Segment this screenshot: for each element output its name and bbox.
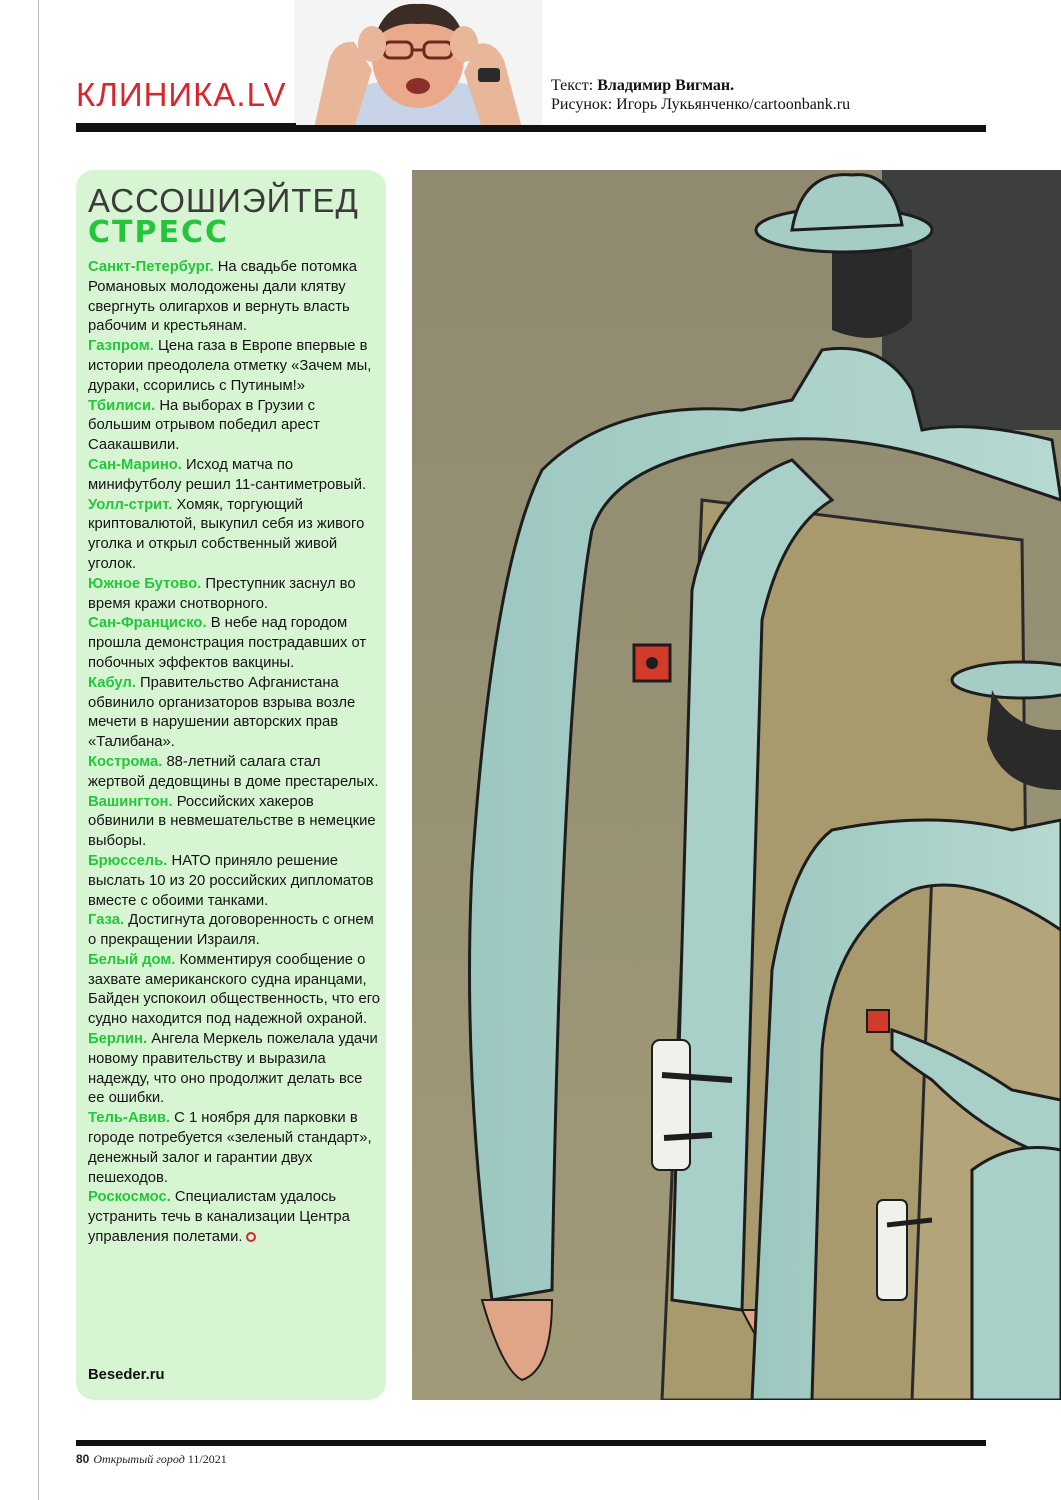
news-item-place: Белый дом. xyxy=(88,951,176,968)
author-portrait xyxy=(294,0,542,128)
news-item-text: Хомяк, торгующий криптовалютой, выкупил себя из живого уголка и открыл собственный живой уголок. xyxy=(88,496,365,572)
news-item-place: Кабул. xyxy=(88,674,136,691)
magazine-name: Открытый город xyxy=(93,1452,185,1466)
news-item-text: НАТО приняло решение выслать 10 из 20 российских дипломатов вместе с обоими танками. xyxy=(88,852,374,909)
news-item-place: Газа. xyxy=(88,912,125,929)
text-credit-author: Владимир Вигман. xyxy=(597,77,735,94)
news-item xyxy=(88,258,380,337)
page-number: 80 xyxy=(76,1452,90,1466)
news-item-text: 88-летний салага стал жертвой дедовщины в доме престарелых. xyxy=(88,753,379,790)
text-credit-label: Текст: xyxy=(551,77,598,94)
news-item xyxy=(88,1188,380,1247)
news-item xyxy=(88,1109,380,1188)
news-item xyxy=(88,1030,380,1109)
news-item-place: Уолл-стрит. xyxy=(88,496,173,513)
news-item xyxy=(88,337,380,396)
page-footer xyxy=(76,1452,227,1467)
news-item-text: Достигнута договоренность с огнем о прекращении Израиля. xyxy=(88,912,374,949)
drawing-credit xyxy=(551,95,850,114)
news-item-text: На выборах в Грузии с большим отрывом победил арест Саакашвили. xyxy=(88,397,320,454)
text-credit xyxy=(551,76,850,95)
news-item-place: Роскосмос. xyxy=(88,1189,171,1206)
news-item xyxy=(88,793,380,852)
news-item xyxy=(88,911,380,951)
news-item xyxy=(88,456,380,496)
drawing-credit-author: Игорь Лукьянченко/cartoonbank.ru xyxy=(616,96,851,113)
news-item-text: Преступник заснул во время кражи снотворного. xyxy=(88,575,356,612)
news-item-text: Российских хакеров обвинили в невмешательстве в немецкие выборы. xyxy=(88,793,376,850)
news-item-place: Брюссель. xyxy=(88,852,168,869)
rubric-suffix: LV xyxy=(246,76,287,113)
rubric-logo xyxy=(76,78,286,111)
news-item-text: Правительство Афганистана обвинило организаторов взрыва возле мечети в нарушении авторских прав «Талибана». xyxy=(88,674,356,751)
news-item xyxy=(88,614,380,673)
news-item-place: Сан-Франциско. xyxy=(88,615,207,632)
drawing-credit-label: Рисунок: xyxy=(551,96,617,113)
news-item-place: Берлин. xyxy=(88,1031,148,1048)
news-item-text: Цена газа в Европе впервые в истории преодолела отметку «Зачем мы, дураки, ссорились с Путиным!» xyxy=(88,338,372,394)
news-item xyxy=(88,674,380,753)
article-title-line1: АССОШИЭЙТЕД xyxy=(88,182,359,219)
news-item xyxy=(88,575,380,615)
article-title-line2: СТРЕСС xyxy=(88,215,229,250)
news-item-text: Специалистам удалось устранить течь в канализации Центра управления полетами. xyxy=(88,1189,350,1246)
footer-rule xyxy=(76,1440,986,1446)
news-item xyxy=(88,397,380,456)
credits xyxy=(551,76,850,114)
page-edge-rule xyxy=(38,0,39,1500)
news-item xyxy=(88,951,380,1030)
news-list xyxy=(88,258,380,1248)
issue-number: 11/2021 xyxy=(184,1452,227,1466)
news-item xyxy=(88,496,380,575)
news-item-place: Тбилиси. xyxy=(88,397,156,414)
news-item-text: С 1 ноября для парковки в городе потребуется «зеленый стандарт», денежный залог и гарантии двух пешеходов. xyxy=(88,1110,372,1186)
end-of-article-icon xyxy=(246,1232,256,1242)
news-item-place: Сан-Марино. xyxy=(88,456,182,473)
news-item-place: Кострома. xyxy=(88,753,163,770)
cartoon-illustration xyxy=(412,170,1061,1400)
news-item-text: Исход матча по минифутболу решил 11-сантиметровый. xyxy=(88,456,367,493)
rubric-main: КЛИНИКА. xyxy=(76,76,247,113)
news-item-place: Санкт-Петербург. xyxy=(88,259,214,275)
news-item-text: В небе над городом прошла демонстрация пострадавших от побочных эффектов вакцины. xyxy=(88,615,367,671)
news-item-text: На свадьбе потомка Романовых молодожены дали клятву свергнуть олигархов и вернуть власть рабочим и крестьянам. xyxy=(88,259,358,335)
news-item-place: Вашингтон. xyxy=(88,793,173,810)
news-item-text: Комментируя сообщение о захвате американского судна иранцами, Байден успокоил общественность, что его судно находится под надежной охраной. xyxy=(88,951,381,1028)
header-rule xyxy=(76,125,986,132)
news-item-place: Тель-Авив. xyxy=(88,1110,171,1127)
news-item-text: Ангела Меркель пожелала удачи новому правительству и выразила надежду, что оно продолжит делать все ее ошибки. xyxy=(88,1031,378,1107)
news-item xyxy=(88,753,380,793)
news-item-place: Газпром. xyxy=(88,338,154,355)
source-credit: Beseder.ru xyxy=(88,1367,165,1383)
news-item xyxy=(88,852,380,911)
news-item-place: Южное Бутово. xyxy=(88,575,202,592)
